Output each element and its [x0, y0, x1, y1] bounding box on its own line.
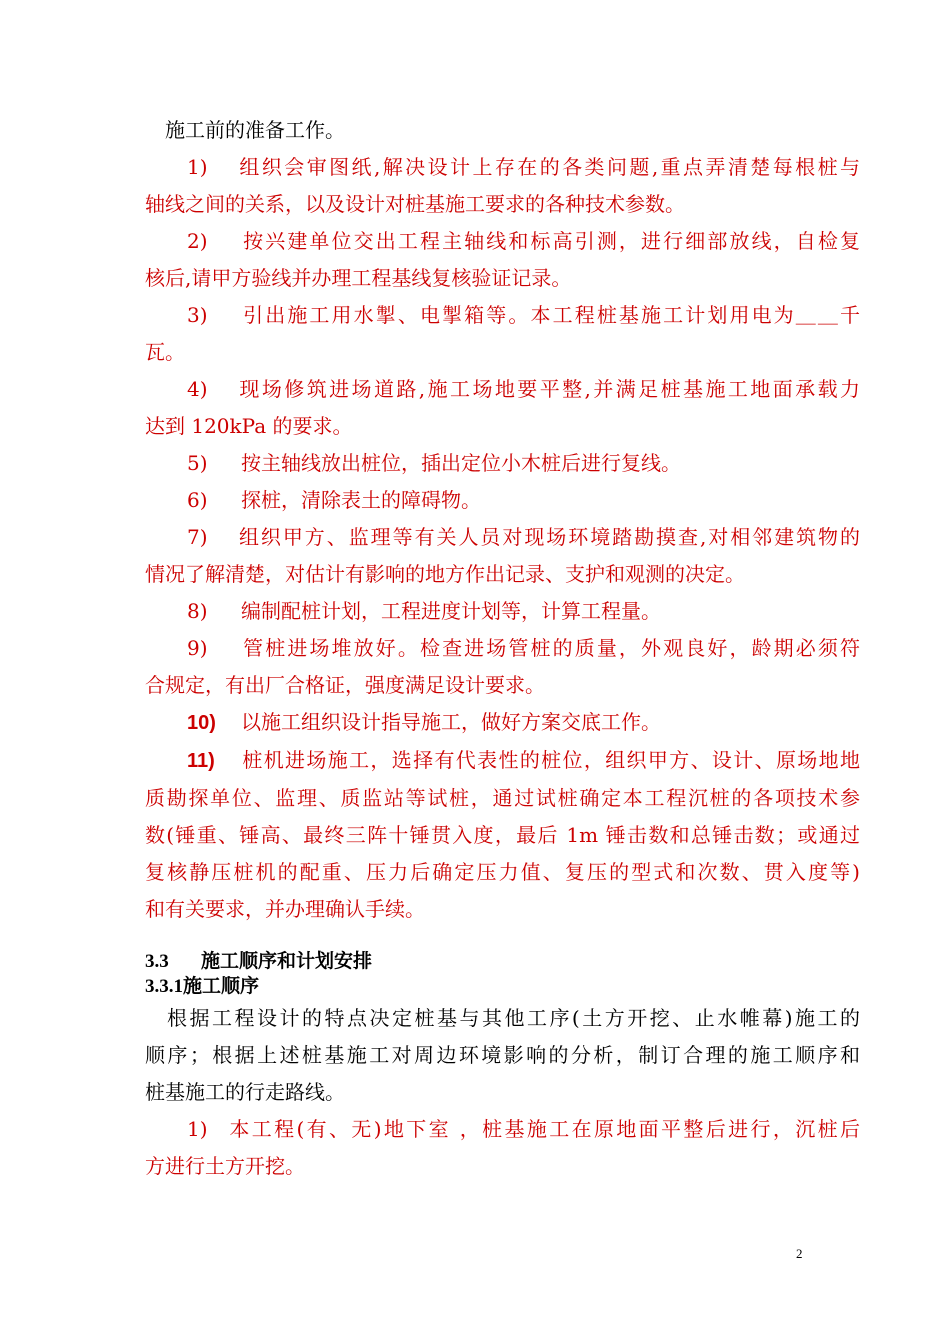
item-text-cont: 和有关要求，并办理确认手续。 — [145, 897, 425, 921]
item-number: 8) — [187, 599, 208, 623]
list-item — [145, 482, 860, 519]
subsection-heading — [145, 974, 860, 1000]
item-number: 10) — [187, 712, 216, 734]
list-item — [145, 223, 860, 260]
list-item — [145, 297, 860, 334]
item-text-cont: 方进行土方开挖。 — [145, 1154, 305, 1178]
subsection-title: 施工顺序 — [183, 976, 260, 997]
section-heading — [145, 950, 860, 974]
item-text-cont: 复核静压桩机的配重、压力后确定压力值、复压的型式和次数、贯入度等) — [145, 860, 860, 884]
item-number: 1) — [187, 1117, 208, 1141]
item-number: 5) — [187, 451, 208, 475]
item-number: 3) — [187, 303, 208, 327]
list-item — [145, 519, 860, 556]
subsection-number: 3.3.1 — [145, 976, 183, 997]
page-number: 2 — [796, 1246, 803, 1261]
item-text-cont: 情况了解清楚，对估计有影响的地方作出记录、支护和观测的决定。 — [145, 562, 745, 586]
section-title: 施工顺序和计划安排 — [201, 951, 373, 972]
item-text: 本工程(有、无)地下室 ，桩基施工在原地面平整后进行，沉桩后 — [227, 1117, 860, 1141]
list-item — [145, 1111, 860, 1148]
list-item — [145, 371, 860, 408]
item-number: 6) — [187, 488, 208, 512]
item-text: 按兴建单位交出工程主轴线和标高引测，进行细部放线，自检复 — [241, 229, 860, 253]
item-text: 按主轴线放出桩位，插出定位小木桩后进行复线。 — [241, 451, 681, 475]
item-text-cont: 瓦。 — [145, 340, 185, 364]
item-text: 桩机进场施工，选择有代表性的桩位，组织甲方、设计、原场地地 — [241, 748, 860, 772]
item-text: 现场修筑进场道路,施工场地要平整,并满足桩基施工地面承载力 — [237, 377, 860, 401]
item-number: 4) — [187, 377, 208, 401]
item-text: 管桩进场堆放好。检查进场管桩的质量，外观良好，龄期必须符 — [241, 636, 860, 660]
item-text: 编制配桩计划，工程进度计划等，计算工程量。 — [241, 599, 661, 623]
paragraph-line: 根据工程设计的特点决定桩基与其他工序(土方开挖、止水帷幕)施工的 — [167, 1006, 860, 1030]
list-item — [145, 704, 860, 742]
item-text: 探桩，清除表土的障碍物。 — [241, 488, 481, 512]
item-number: 11) — [187, 750, 215, 772]
item-text-cont: 数(锤重、锤高、最终三阵十锤贯入度，最后 1m 锤击数和总锤击数；或通过 — [145, 823, 860, 847]
list-item — [145, 742, 860, 780]
item-text: 引出施工用水掣、电掣箱等。本工程桩基施工计划用电为＿＿千 — [241, 303, 860, 327]
intro-text: 施工前的准备工作。 — [165, 118, 345, 142]
item-text: 组织甲方、监理等有关人员对现场环境踏勘摸查,对相邻建筑物的 — [237, 525, 860, 549]
item-number: 2) — [187, 229, 208, 253]
page-content — [145, 112, 860, 1185]
item-text-cont: 达到 120kPa 的要求。 — [145, 414, 353, 438]
item-text-cont: 合规定，有出厂合格证，强度满足设计要求。 — [145, 673, 545, 697]
paragraph-line: 顺序；根据上述桩基施工对周边环境影响的分析，制订合理的施工顺序和 — [145, 1043, 860, 1067]
item-number: 7) — [187, 525, 208, 549]
section-number: 3.3 — [145, 951, 169, 972]
item-text-cont: 轴线之间的关系，以及设计对桩基施工要求的各种技术参数。 — [145, 192, 685, 216]
item-number: 9) — [187, 636, 208, 660]
item-text: 组织会审图纸,解决设计上存在的各类问题,重点弄清楚每根桩与 — [237, 155, 860, 179]
list-item — [145, 593, 860, 630]
list-item — [145, 630, 860, 667]
paragraph-line: 桩基施工的行走路线。 — [145, 1080, 345, 1104]
item-text: 以施工组织设计指导施工，做好方案交底工作。 — [241, 710, 661, 734]
list-item — [145, 149, 860, 186]
list-item — [145, 445, 860, 482]
item-text-cont: 核后,请甲方验线并办理工程基线复核验证记录。 — [145, 266, 572, 290]
item-number: 1) — [187, 155, 208, 179]
item-text-cont: 质勘探单位、监理、质监站等试桩，通过试桩确定本工程沉桩的各项技术参 — [145, 786, 860, 810]
